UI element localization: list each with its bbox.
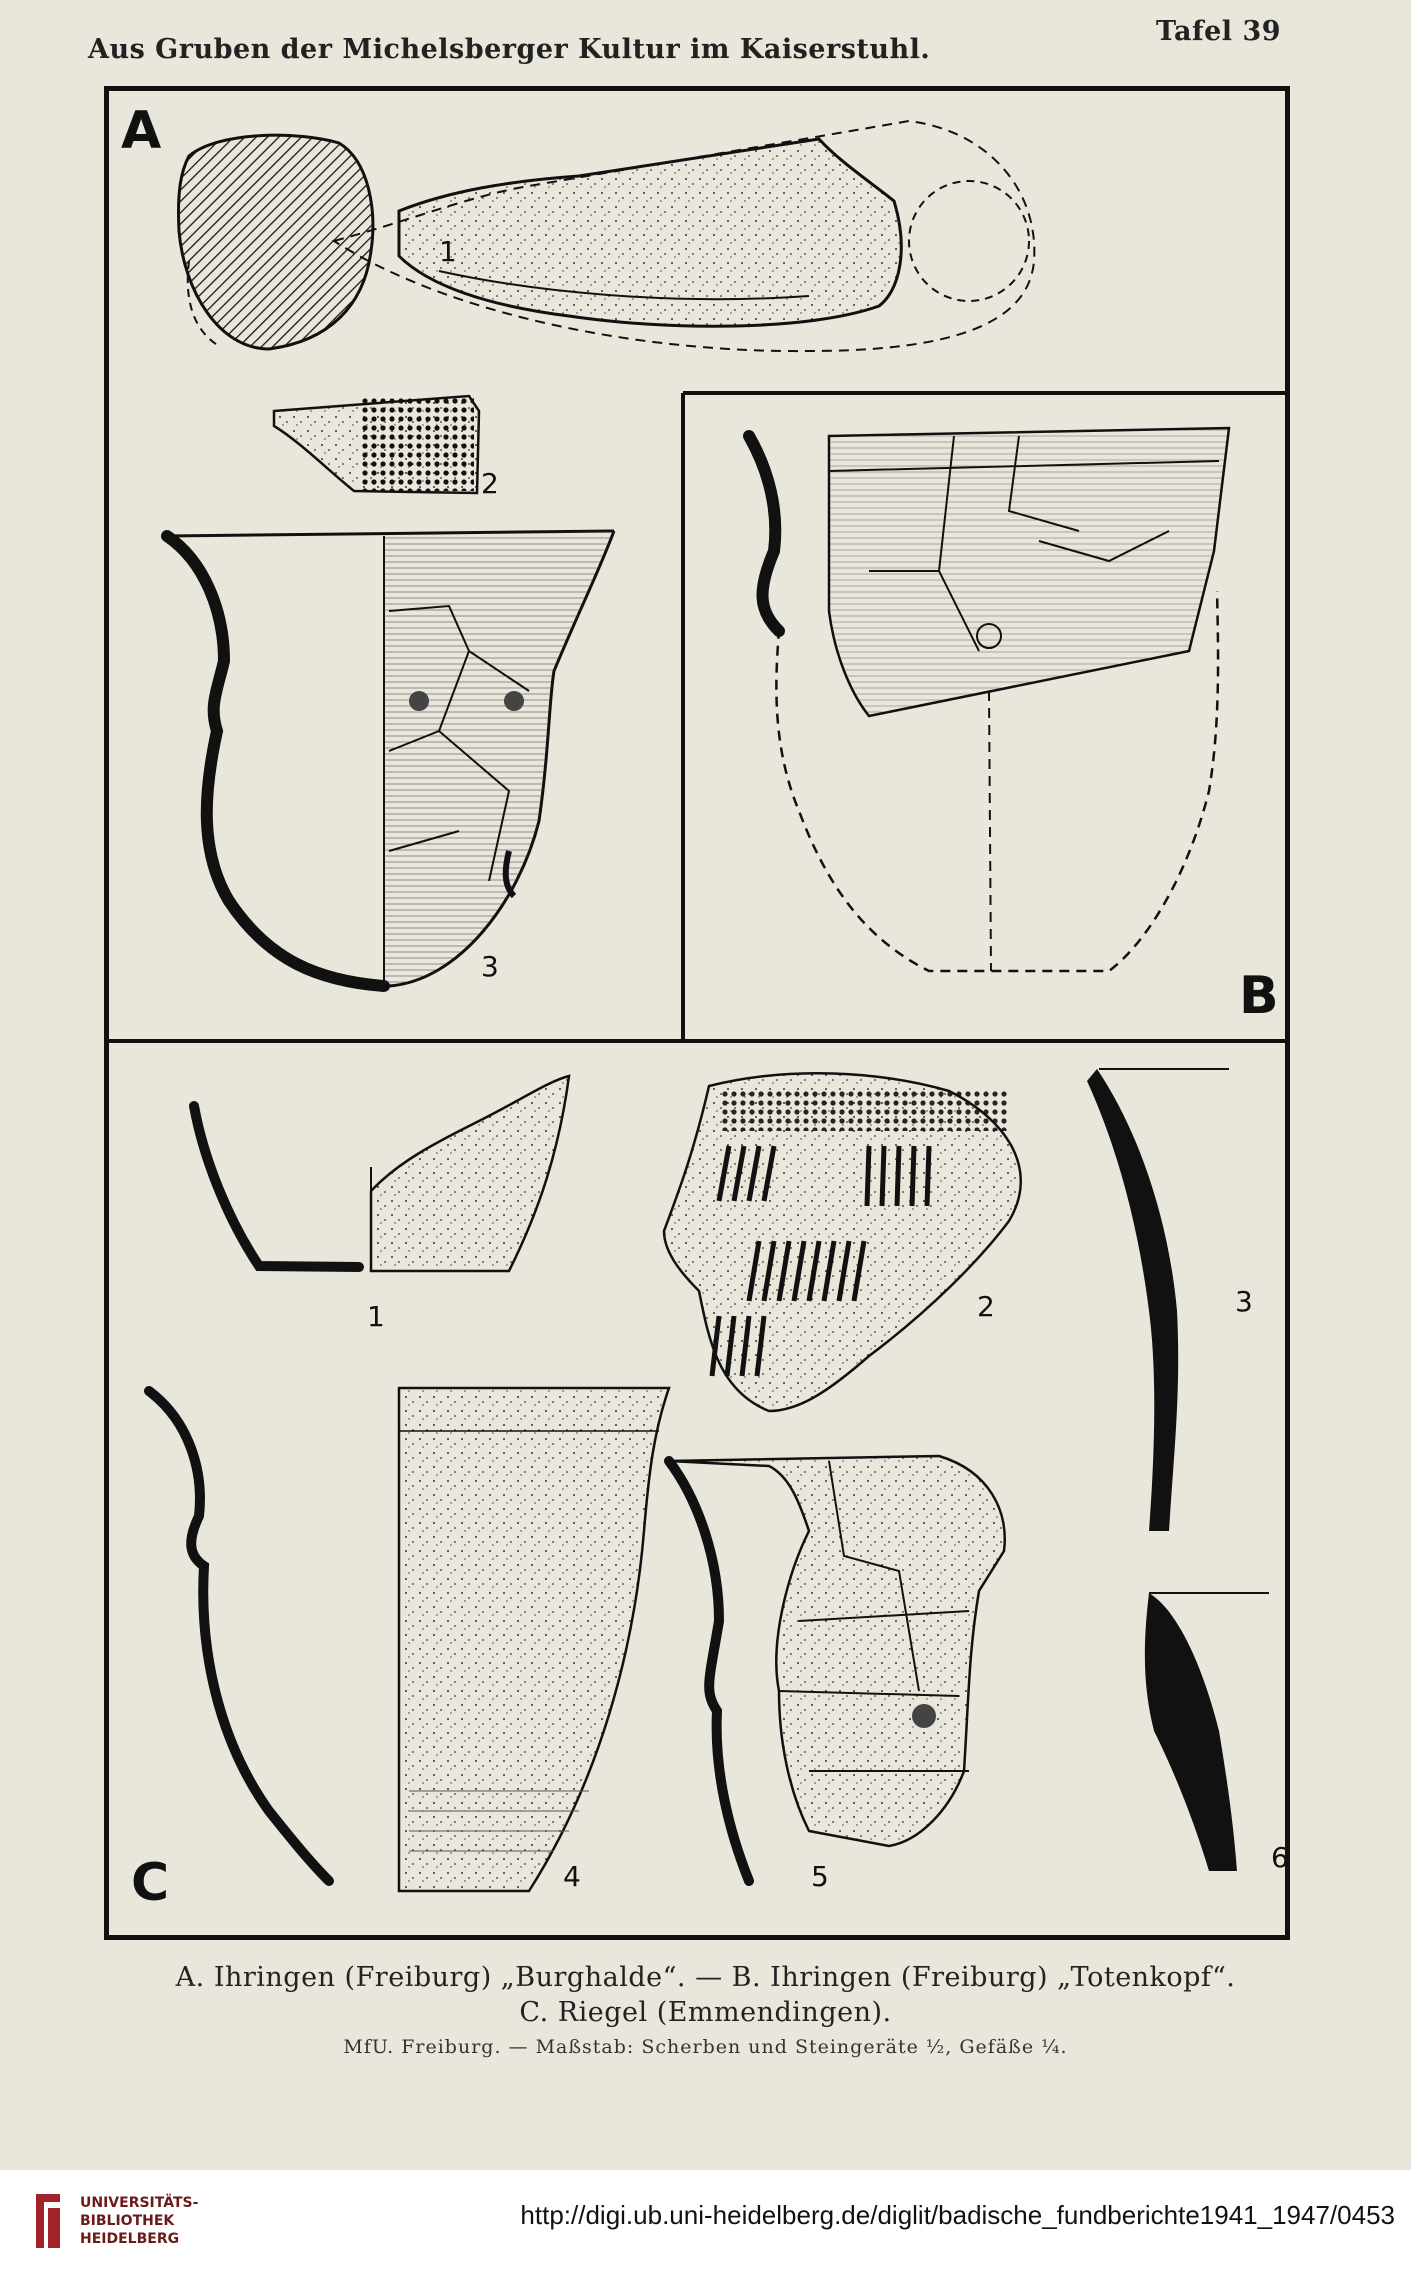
permalink-url[interactable]: http://digi.ub.uni-heidelberg.de/diglit/badische_fundberichte1941_1947/0453 [520, 2200, 1395, 2230]
c2-decorated-sherd [664, 1073, 1021, 1411]
a1-axe-section [178, 135, 372, 349]
a3-vessel [167, 531, 614, 986]
plate-number: Tafel 39 [1156, 16, 1282, 47]
caption-line-1: A. Ihringen (Freiburg) „Burghalde“. — B. Ihringen (Freiburg) „Totenkopf“. [175, 1962, 1236, 1993]
c5-number: 5 [811, 1860, 829, 1893]
library-name-line-2: BIBLIOTHEK [80, 2213, 175, 2229]
university-library-logo-icon [28, 2190, 64, 2252]
library-name [80, 2194, 198, 2248]
a3-number: 3 [481, 950, 499, 983]
c1-number: 1 [367, 1300, 385, 1333]
library-name-line-3: HEIDELBERG [80, 2231, 180, 2247]
section-label-b: B [1239, 966, 1279, 1026]
illustration-plate [104, 86, 1290, 1940]
library-name-line-1: UNIVERSITÄTS- [80, 2195, 199, 2211]
c6-profile [1145, 1593, 1269, 1871]
a2-number: 2 [481, 467, 499, 500]
c4-vessel [149, 1388, 669, 1891]
plate-drawing [109, 91, 1289, 1935]
c5-vessel [669, 1456, 1005, 1881]
caption-line-2: C. Riegel (Emmendingen). [519, 1997, 892, 2028]
c4-number: 4 [563, 1860, 581, 1893]
section-label-a: A [121, 101, 162, 161]
c1-base-sherd [194, 1076, 569, 1271]
a2-decorated-sherd [274, 396, 479, 493]
a1-number: 1 [439, 235, 457, 268]
running-header-title: Aus Gruben der Michelsberger Kultur im Kaiserstuhl. [88, 34, 931, 65]
c3-number: 3 [1235, 1285, 1253, 1318]
c2-number: 2 [977, 1290, 995, 1323]
section-label-c: C [131, 1853, 170, 1913]
c3-profile [1087, 1069, 1229, 1531]
caption-line-3: MfU. Freiburg. — Maßstab: Scherben und Steingeräte ½, Gefäße ¼. [343, 2036, 1068, 2058]
b-vessel [749, 428, 1229, 971]
c6-number: 6 [1271, 1841, 1289, 1874]
viewer-footer [0, 2170, 1411, 2273]
